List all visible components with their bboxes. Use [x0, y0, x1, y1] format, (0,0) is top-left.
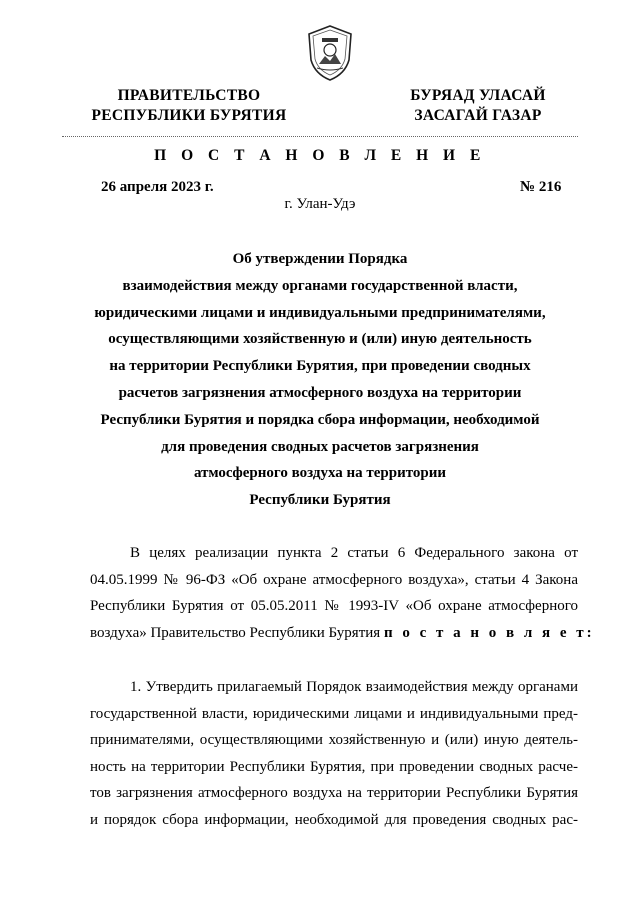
title-line: осуществляющими хозяйственную и (или) иную деятельность [108, 331, 532, 348]
document-type: П О С Т А Н О В Л Е Н И Е [154, 147, 486, 164]
document-date: 26 апреля 2023 г. [101, 179, 214, 195]
paragraph-line: и порядок сбора информации, необходимой для проведения сводных рас- [90, 811, 578, 828]
paragraph-line: В целях реализации пункта 2 статьи 6 Федерального закона от [130, 545, 578, 561]
paragraph-line: государственной власти, юридическими лицами и индивидуальными пред- [90, 705, 578, 722]
issuer-name-buryat [388, 86, 568, 126]
issuer-line: БУРЯАД УЛАСАЙ [410, 87, 546, 104]
title-line: юридическими лицами и индивидуальными предпринимателями, [94, 304, 546, 321]
decree-word: п о с т а н о в л я е т: [383, 624, 595, 641]
coat-of-arms-icon [305, 24, 355, 82]
title-line: для проведения сводных расчетов загрязнения [161, 438, 479, 455]
issuer-line: РЕСПУБЛИКИ БУРЯТИЯ [91, 107, 287, 124]
paragraph-line: ность на территории Республики Бурятия, при проведении сводных расче- [90, 758, 578, 775]
document-title [80, 246, 560, 514]
title-line: атмосферного воздуха на территории [193, 465, 447, 482]
paragraph-line [90, 620, 595, 647]
paragraph-line: тов загрязнения атмосферного воздуха на территории Республики Бурятия [90, 785, 578, 801]
issuer-name-russian [84, 86, 294, 126]
preamble-paragraph [90, 540, 595, 646]
header-divider [62, 136, 578, 137]
title-line: Республики Бурятия и порядка сбора информации, необходимой [100, 411, 540, 428]
title-line: Об утверждении Порядка [232, 251, 408, 267]
preamble-text: воздуха» Правительство Республики Бурятия [90, 624, 381, 641]
paragraph-line: 04.05.1999 № 96-ФЗ «Об охране атмосферного воздуха», статьи 4 Закона [90, 571, 578, 588]
document-city: г. Улан-Удэ [284, 196, 356, 212]
paragraph-line: Республики Бурятия от 05.05.2011 № 1993-IV «Об охране атмосферного [90, 598, 578, 614]
document-number: № 216 [520, 179, 562, 195]
item-1-paragraph [90, 674, 578, 833]
issuer-line: ПРАВИТЕЛЬСТВО [117, 87, 261, 104]
paragraph-line: принимателями, осуществляющими хозяйственную и (или) иную деятель- [90, 732, 578, 748]
issuer-line: ЗАСАГАЙ ГАЗАР [414, 107, 542, 124]
title-line: взаимодействия между органами государственной власти, [122, 277, 518, 294]
title-line: расчетов загрязнения атмосферного воздуха на территории [118, 384, 522, 401]
title-line: Республики Бурятия [249, 492, 391, 509]
paragraph-line: 1. Утвердить прилагаемый Порядок взаимодействия между органами [130, 679, 578, 695]
title-line: на территории Республики Бурятия, при проведении сводных [109, 358, 531, 375]
